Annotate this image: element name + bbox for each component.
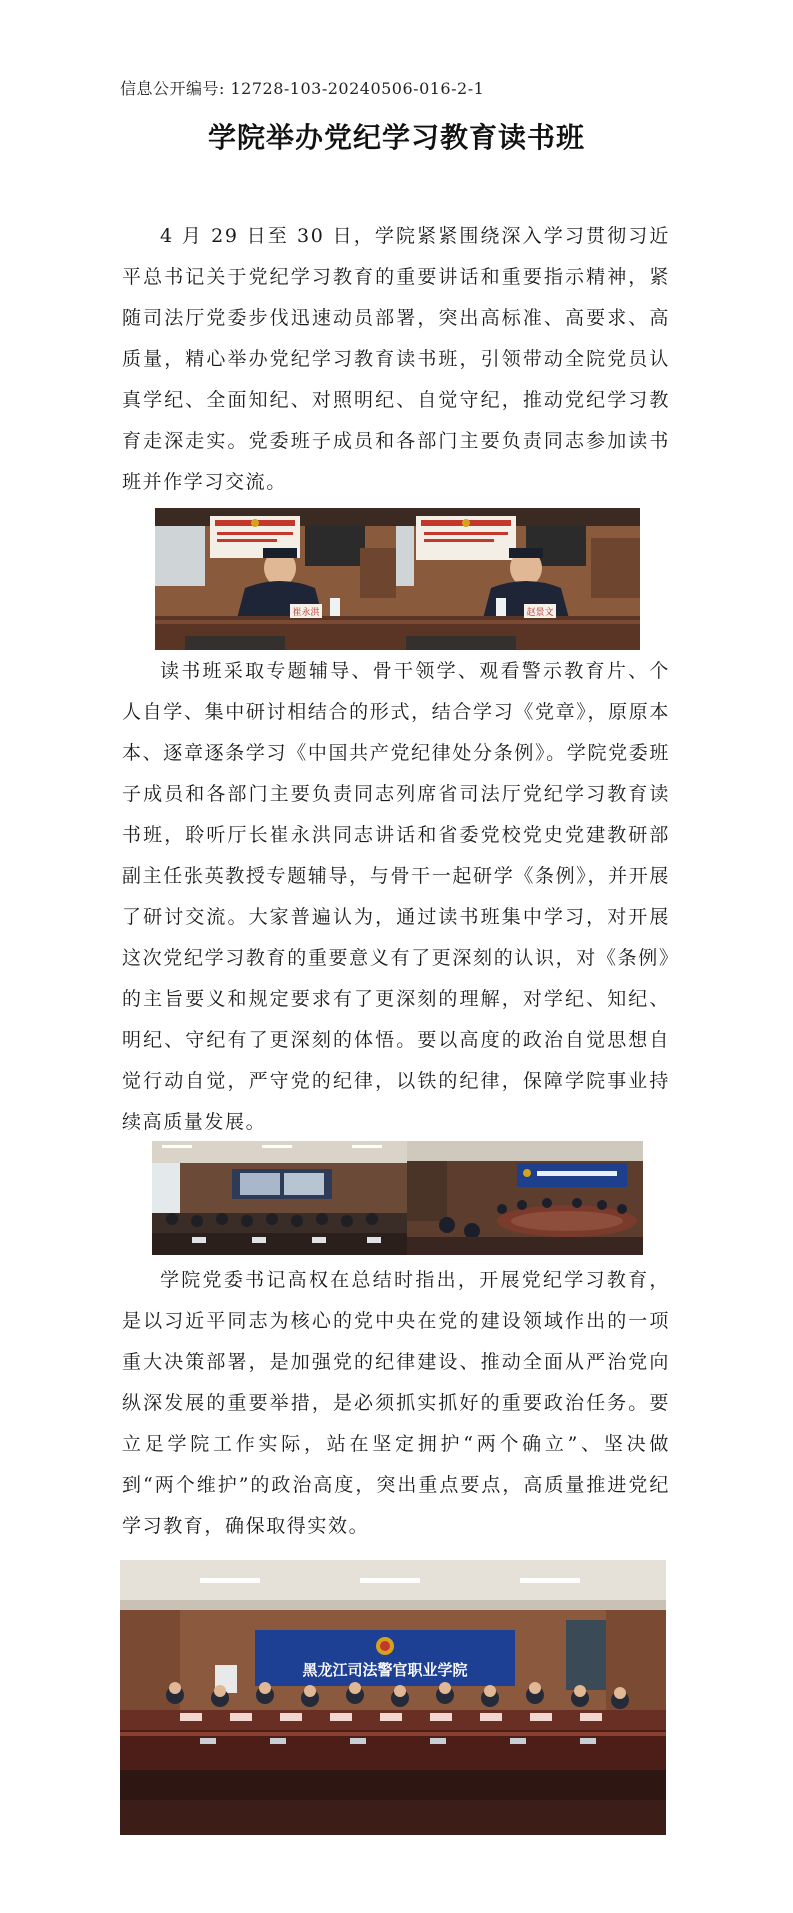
conference-banner: 黑龙江司法警官职业学院 [302, 1661, 468, 1679]
photo-meeting-right [407, 1141, 643, 1255]
photo-conference [120, 1560, 666, 1835]
photo-speaker-left [155, 508, 396, 650]
paragraph-2: 读书班采取专题辅导、骨干领学、观看警示教育片、个人自学、集中研讨相结合的形式，结合学习《党章》，原原本本、逐章逐条学习《中国共产党纪律处分条例》。学院党委班子成员和各部门主要负责同志列席省司法厅党纪学习教育读书班，聆听厅长崔永洪同志讲话和省委党校党史党建教研部副主任张英教授专题辅导，与骨干一起研学《条例》，并开展了研讨交流。大家普遍认为，通过读书班集中学习，对开展这次党纪学习教育的重要意义有了更深刻的认识，对《条例》的主旨要义和规定要求有了更深刻的理解，对学纪、知纪、明纪、守纪有了更深刻的体悟。要以高度的政治自觉思想自觉行动自觉，严守党的纪律，以铁的纪律，保障学院事业持续高质量发展。 [122, 660, 670, 1133]
nameplate-right: 赵景文 [526, 608, 554, 618]
paragraph-1: 4 月 29 日至 30 日，学院紧紧围绕深入学习贯彻习近平总书记关于党纪学习教育的重要讲话和重要指示精神，紧随司法厅党委步伐迅速动员部署，突出高标准、高要求、高质量，精心举办党纪学习教育读书班，引领带动全院党员认真学纪、全面知纪、对照明纪、自觉守纪，推动党纪学习教育走深走实。党委班子成员和各部门主要负责同志参加读书班并作学习交流。 [122, 225, 670, 493]
nameplate-left: 崔永洪 [292, 608, 320, 618]
article-title: 学院举办党纪学习教育读书班 [207, 121, 585, 154]
photo-row-meetings [152, 1141, 643, 1255]
photo-meeting-left [152, 1141, 407, 1255]
photo-speaker-right [396, 508, 640, 650]
paragraph-3: 学院党委书记高权在总结时指出，开展党纪学习教育，是以习近平同志为核心的党中央在党的建设领域作出的一项重大决策部署，是加强党的纪律建设、推动全面从严治党向纵深发展的重要举措，是必须抓实抓好的重要政治任务。要立足学院工作实际，站在坚定拥护“两个确立”、坚决做到“两个维护”的政治高度，突出重点要点，高质量推进党纪学习教育，确保取得实效。 [122, 1269, 670, 1537]
info-number: 信息公开编号: 12728-103-20240506-016-2-1 [120, 79, 485, 98]
photo-row-speakers [155, 508, 640, 650]
